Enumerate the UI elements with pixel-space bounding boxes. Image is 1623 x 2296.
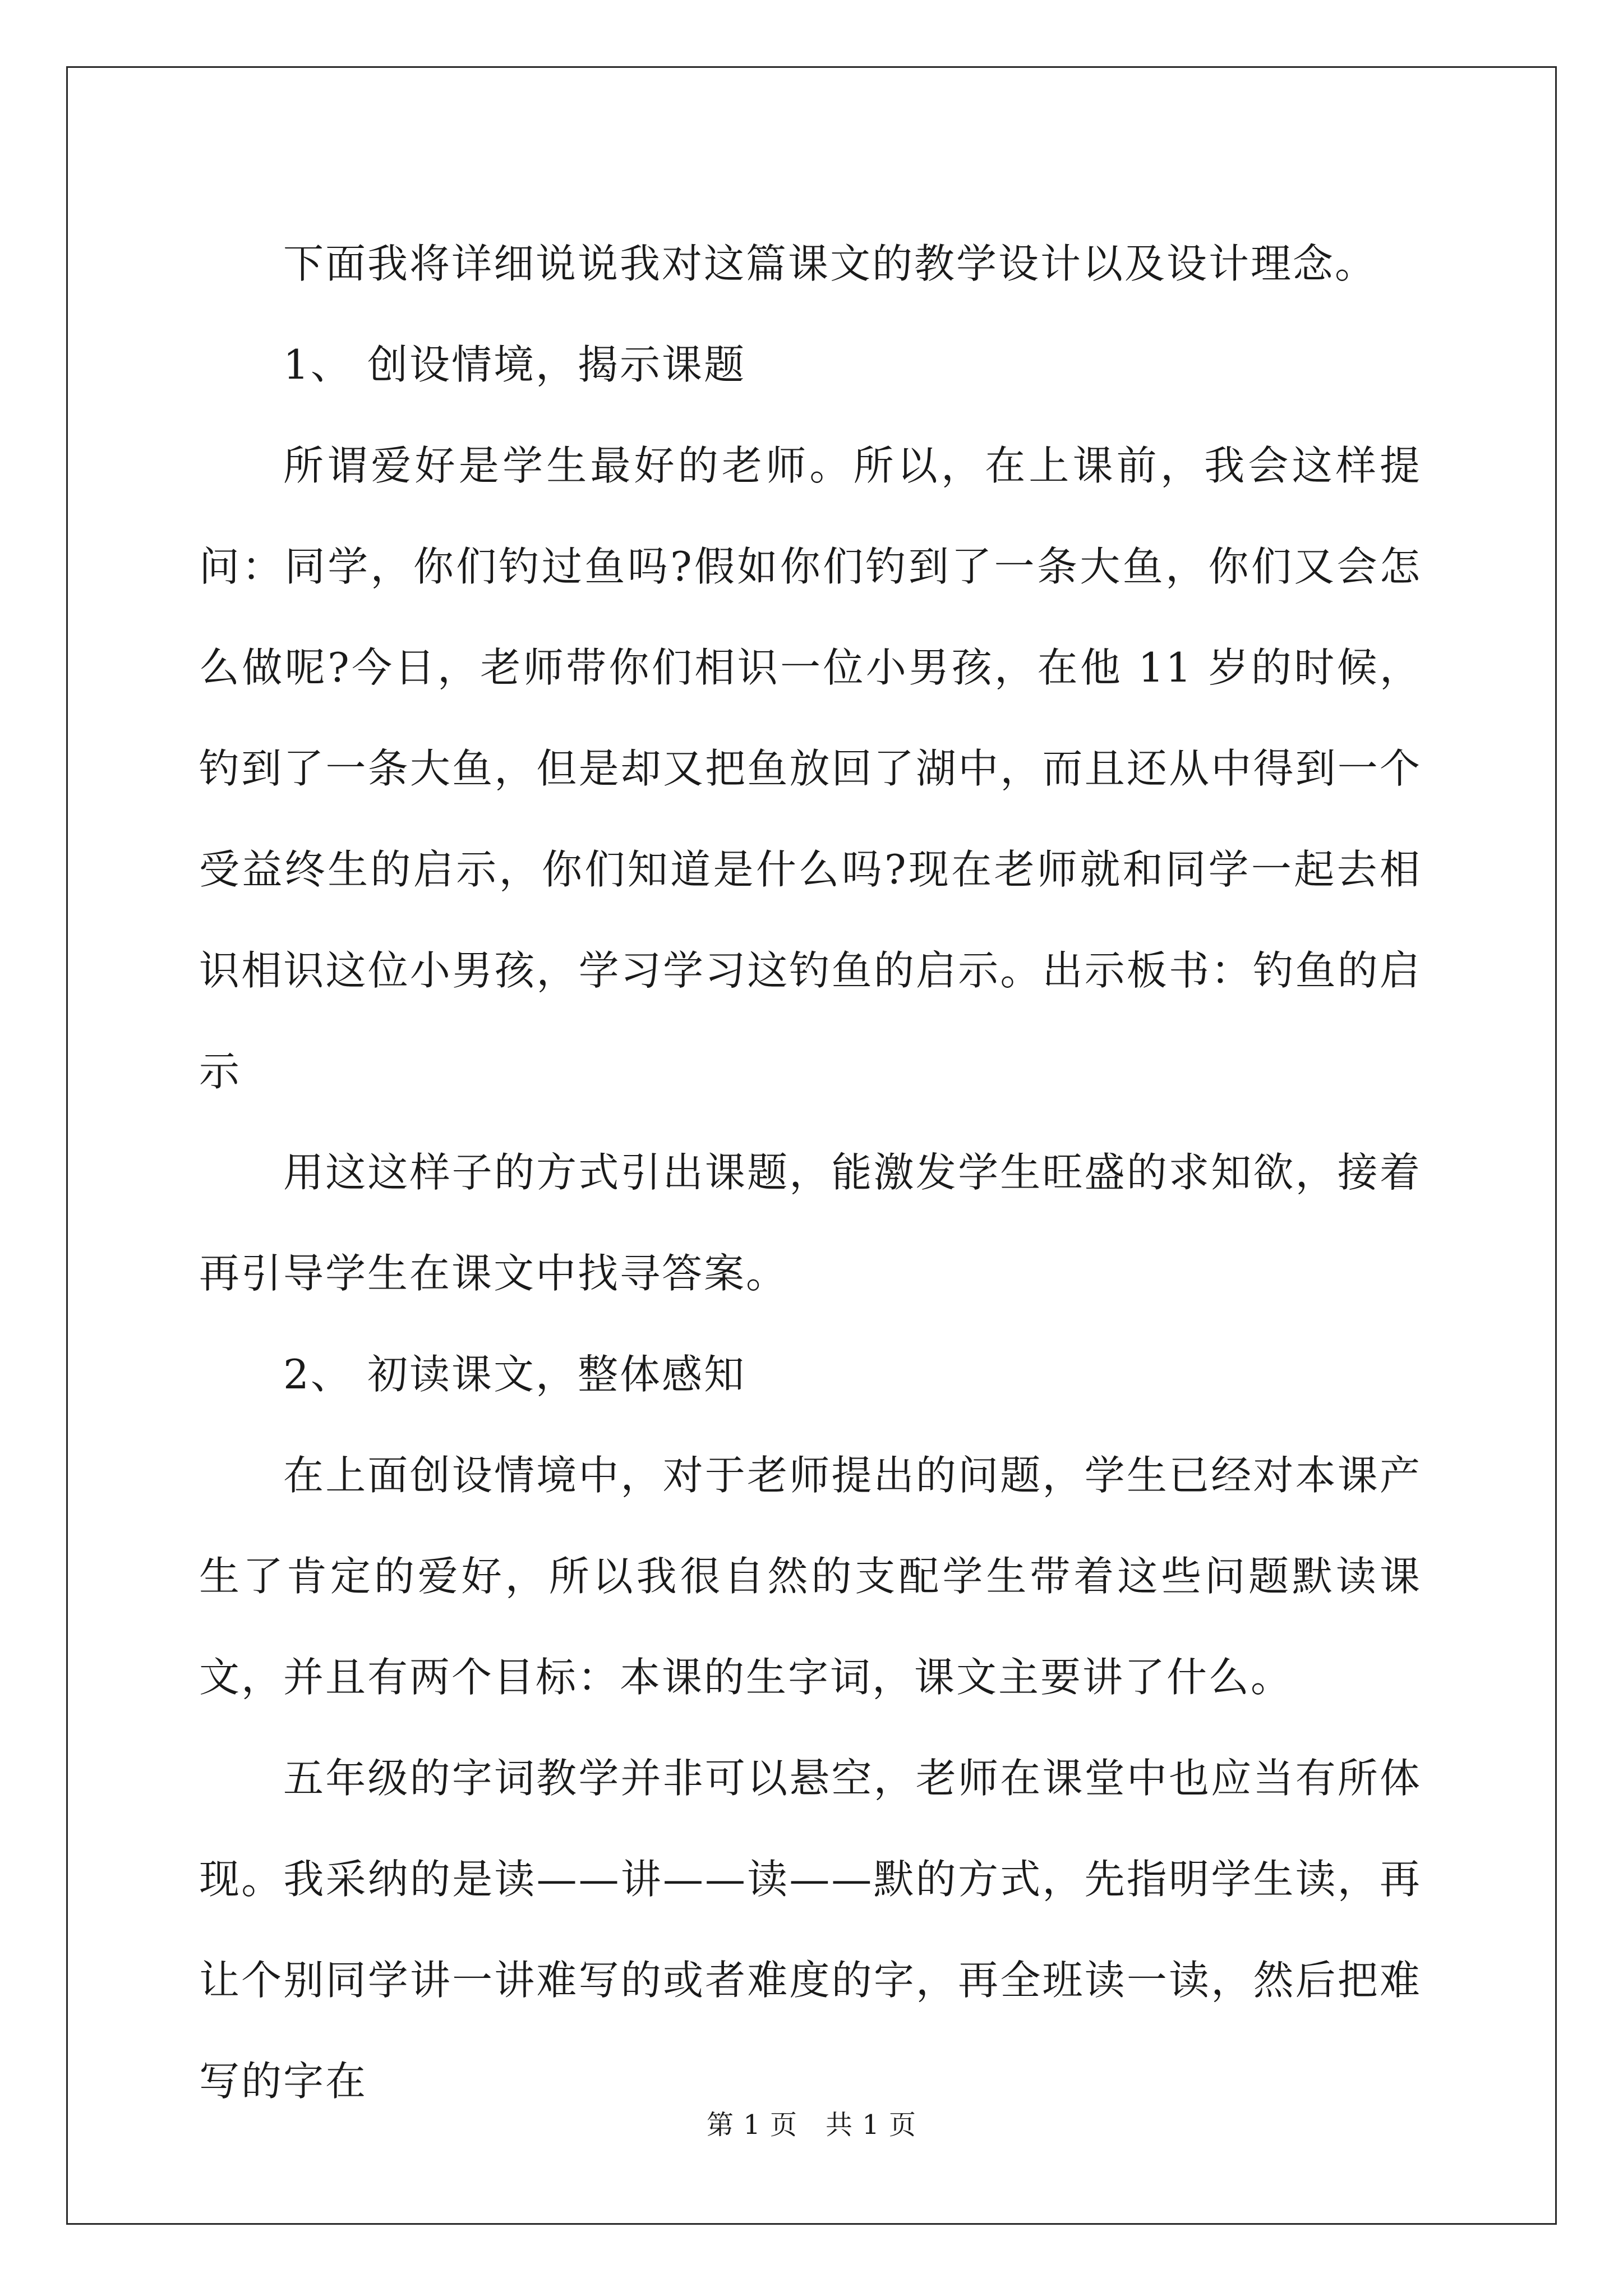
paragraph-question: 所谓爱好是学生最好的老师。所以，在上课前，我会这样提问：同学，你们钓过鱼吗?假如你们钓到了一条大鱼，你们又会怎么做呢?今日，老师带你们相识一位小男孩，在他 11 岁的时候，钓到了一条大鱼，但是却又把鱼放回了湖中，而且还从中得到一个受益终生的启示，你们知道是什么吗?现在老师就和同学一起去相识相识这位小男孩，学习学习这钓鱼的启示。出示板书：钓鱼的启示 [199,442,1422,1095]
paragraph-vocabulary: 五年级的字词教学并非可以悬空，老师在课堂中也应当有所体现。我采纳的是读——讲——读——默的方式，先指明学生读，再让个别同学讲一讲难写的或者难度的字，再全班读一读，然后把难写的字在 [199,1755,1422,2105]
page-number-current: 第 1 页 [706,2109,797,2141]
page-number-total: 共 1 页 [826,2109,917,2141]
page-footer [0,2108,1623,2142]
section-title-2: 初读课文，整体感知 [367,1351,746,1398]
section-number-1: 1、 [283,341,353,388]
section-heading-2 [199,1324,1422,1425]
document-body [199,213,1422,2132]
paragraph-reading: 在上面创设情境中，对于老师提出的问题，学生已经对本课产生了肯定的爱好，所以我很自然的支配学生带着这些问题默读课文，并且有两个目标：本课的生字词，课文主要讲了什么。 [199,1452,1422,1701]
section-heading-1 [199,314,1422,415]
section-title-1: 创设情境，揭示课题 [367,341,746,388]
paragraph-method: 用这这样子的方式引出课题，能激发学生旺盛的求知欲，接着再引导学生在课文中找寻答案。 [199,1149,1422,1297]
section-number-2: 2、 [283,1351,353,1398]
paragraph-intro: 下面我将详细说说我对这篇课文的教学设计以及设计理念。 [283,240,1377,287]
